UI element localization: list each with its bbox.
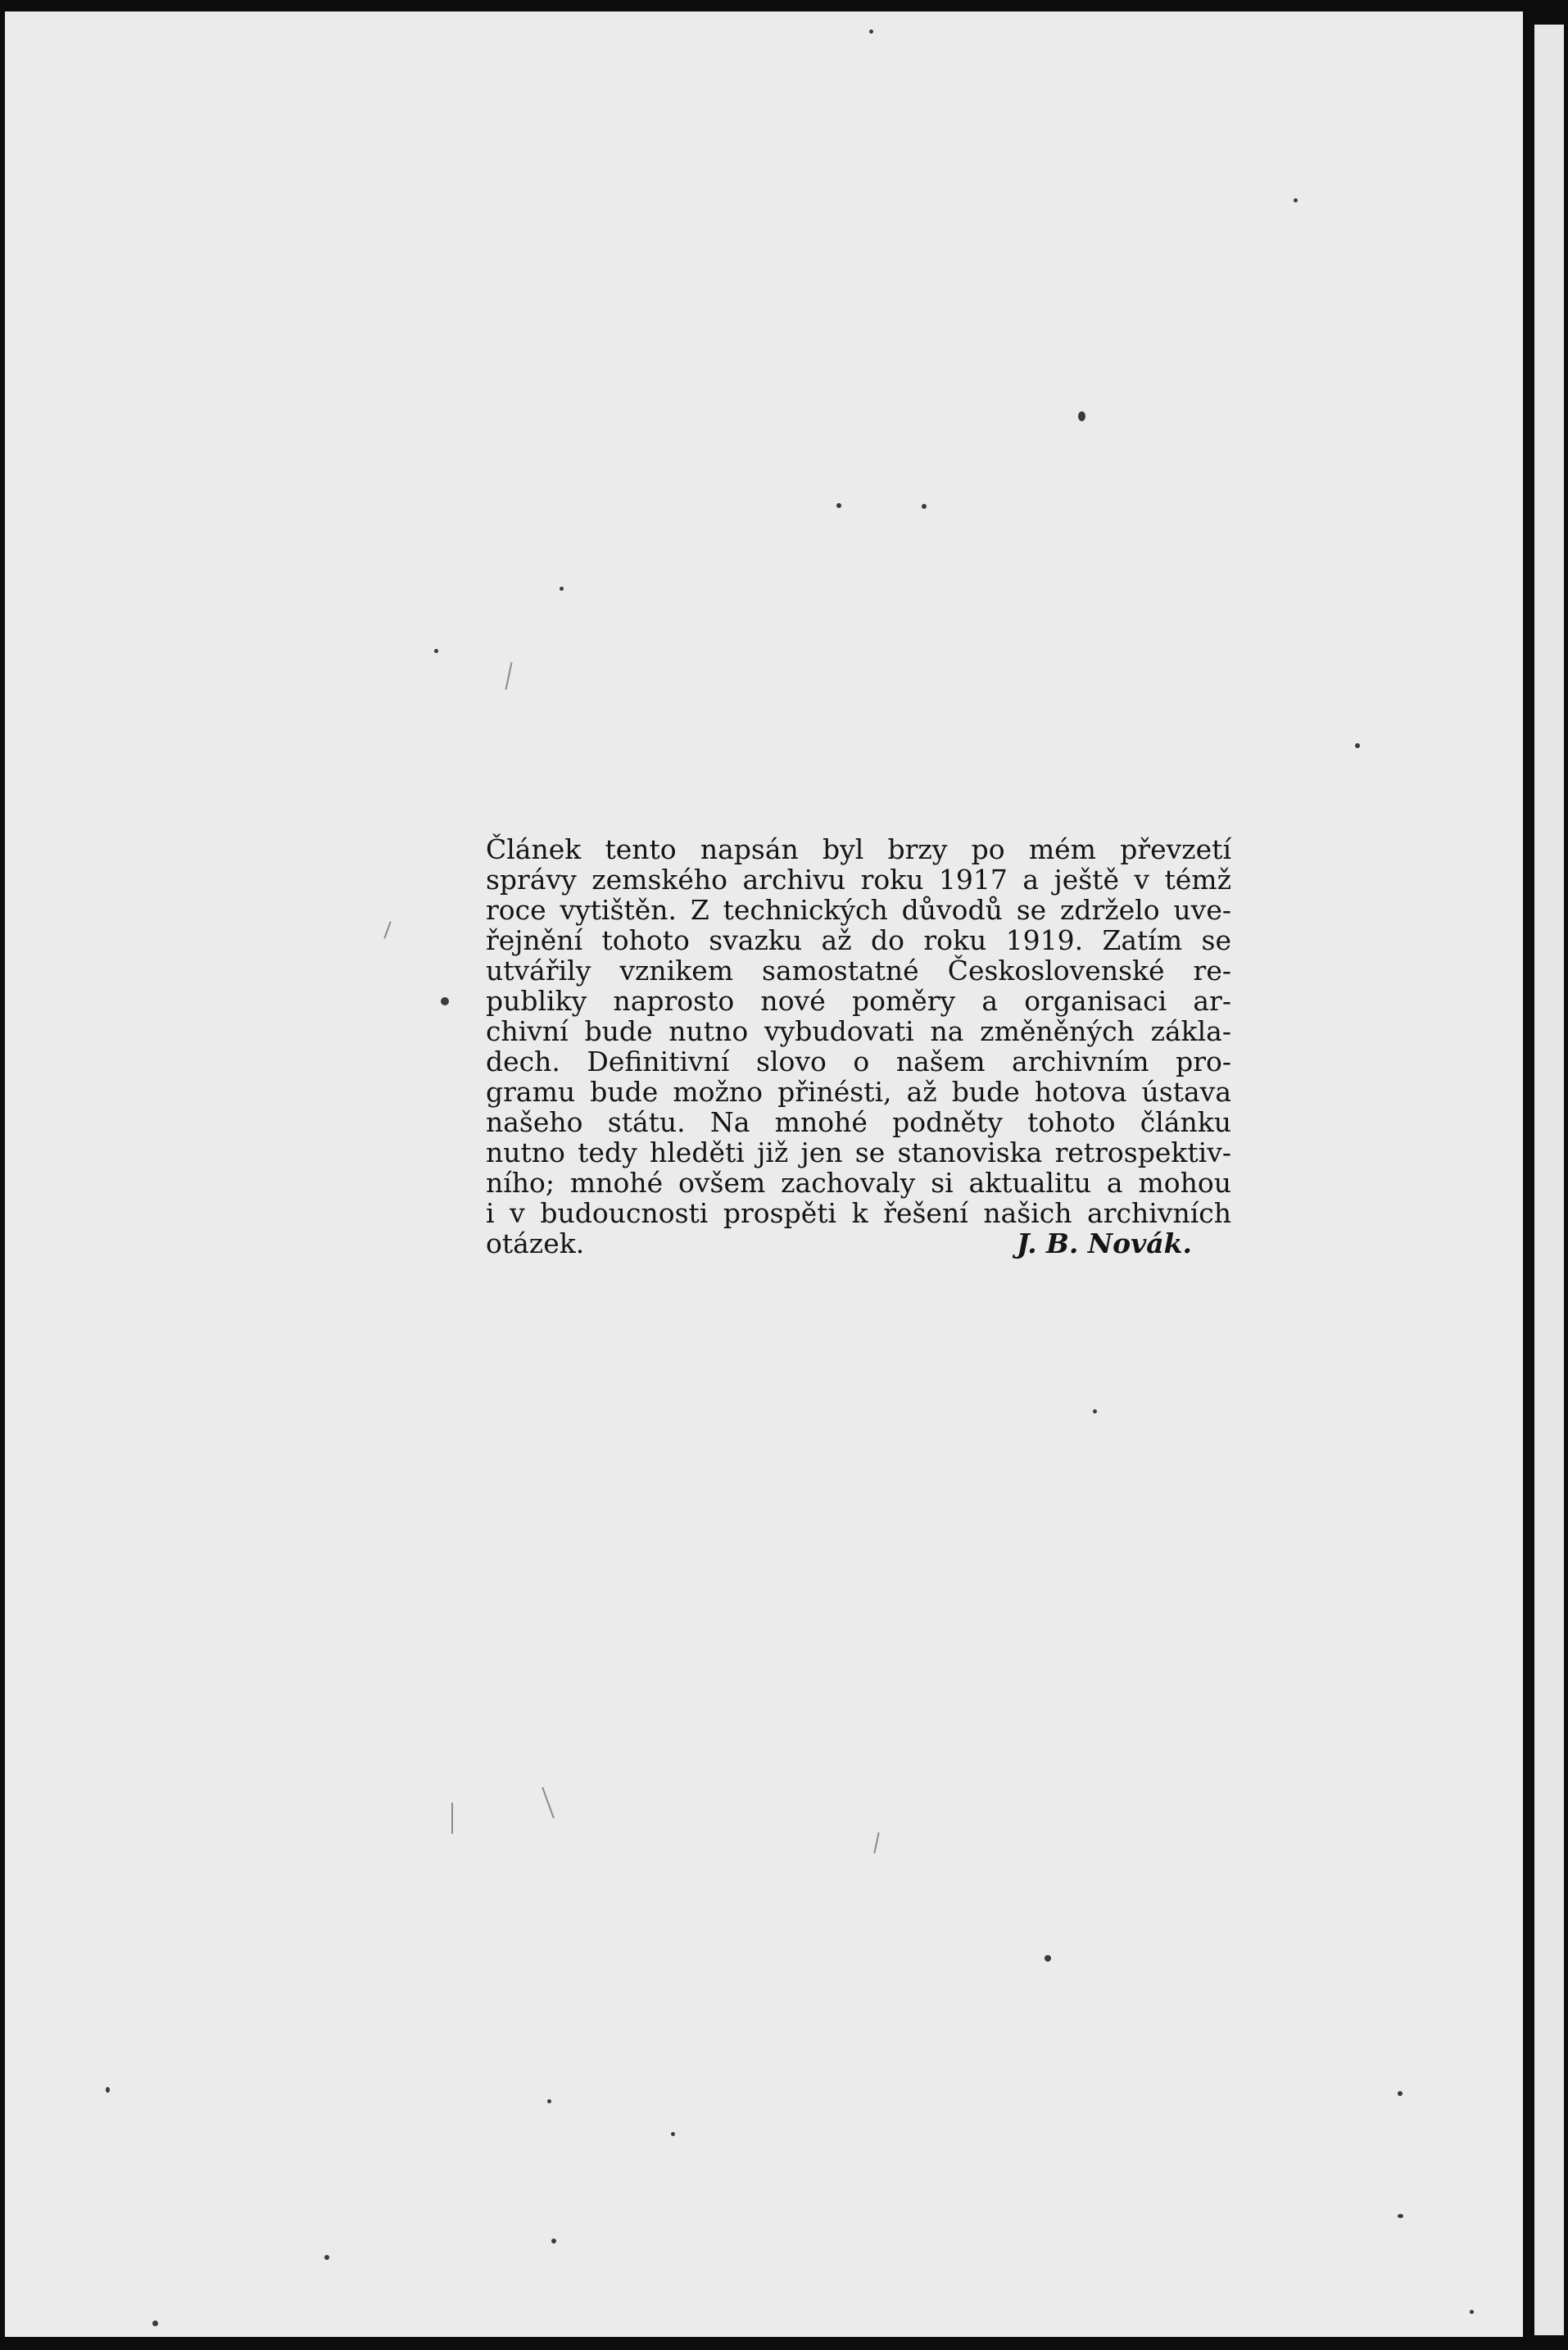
- paper-sheet: [5, 11, 1523, 2337]
- note-line-11: nutno tedy hleděti již jen se stanoviska retrospektiv-: [486, 1136, 1231, 1168]
- note-line-2: správy zemského archivu roku 1917 a ještě v témž: [486, 864, 1231, 896]
- note-line-9: gramu bude možno přinésti, až bude hotova ústava: [486, 1076, 1231, 1108]
- dust-speck: [434, 649, 438, 653]
- author-signature: J. B. Novák.: [1017, 1227, 1192, 1259]
- paper-scratch: [873, 1832, 879, 1853]
- dust-speck: [152, 2321, 158, 2326]
- dust-speck: [106, 2087, 110, 2093]
- note-line-1: Článek tento napsán byl brzy po mém převzetí: [486, 833, 1231, 865]
- dust-speck: [1398, 2091, 1403, 2096]
- dust-speck: [1398, 2214, 1403, 2218]
- paper-scratch: [383, 921, 391, 938]
- dust-speck: [1078, 411, 1085, 421]
- note-last-word: otázek.: [486, 1227, 585, 1259]
- dust-speck: [836, 503, 841, 508]
- paper-scratch: [451, 1803, 453, 1834]
- dust-speck: [1470, 2310, 1474, 2314]
- dust-speck: [560, 587, 564, 591]
- editorial-note: [486, 834, 1231, 1259]
- dust-speck: [671, 2132, 675, 2136]
- dust-speck: [1045, 1955, 1051, 1962]
- dust-speck: [551, 2239, 556, 2243]
- note-line-5: utvářily vznikem samostatné Československé re-: [486, 955, 1231, 987]
- dust-speck: [869, 29, 873, 34]
- note-line-8: dech. Definitivní slovo o našem archivním pro-: [486, 1046, 1231, 1077]
- dust-speck: [324, 2255, 329, 2260]
- paper-scratch: [542, 1787, 555, 1818]
- dust-speck: [547, 2099, 551, 2103]
- note-line-4: řejnění tohoto svazku až do roku 1919. Zatím se: [486, 924, 1231, 956]
- dust-speck: [922, 504, 927, 509]
- scan-gutter: [1523, 11, 1534, 2337]
- note-line-10: našeho státu. Na mnohé podněty tohoto článku: [486, 1106, 1231, 1138]
- dust-speck: [1093, 1409, 1097, 1413]
- dust-speck: [441, 997, 449, 1005]
- note-closing-line: [486, 1228, 1231, 1259]
- note-line-13: i v budoucnosti prospěti k řešení našich archivních: [486, 1197, 1231, 1229]
- note-line-3: roce vytištěn. Z technických důvodů se zdrželo uve-: [486, 894, 1231, 926]
- paper-scratch: [505, 662, 512, 690]
- dust-speck: [1355, 743, 1360, 748]
- dust-speck: [1294, 198, 1298, 202]
- note-line-7: chivní bude nutno vybudovati na změněných zákla-: [486, 1015, 1231, 1047]
- adjacent-page-edge: [1534, 25, 1564, 2335]
- note-line-6: publiky naprosto nové poměry a organisaci ar-: [486, 985, 1231, 1017]
- note-line-12: ního; mnohé ovšem zachovaly si aktualitu a mohou: [486, 1167, 1231, 1199]
